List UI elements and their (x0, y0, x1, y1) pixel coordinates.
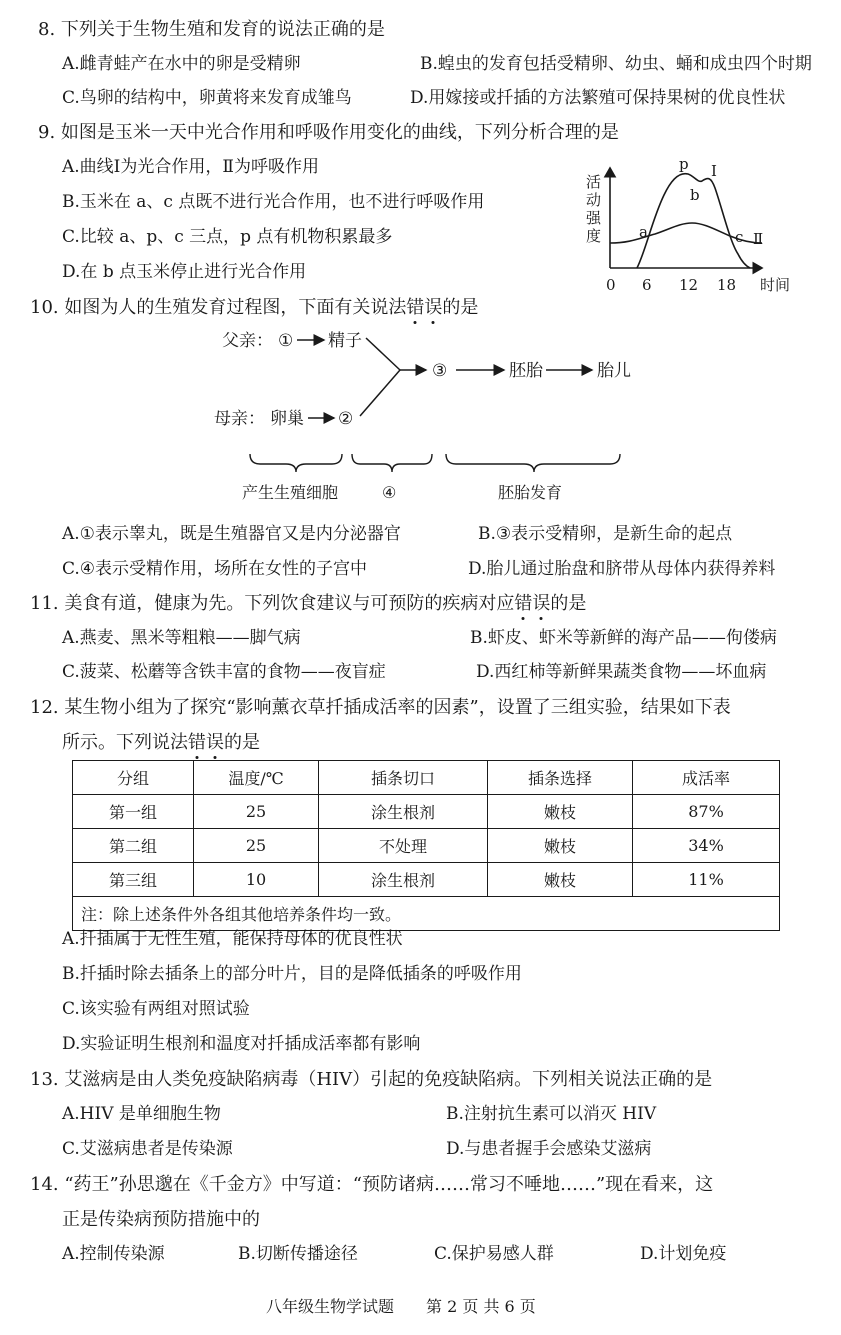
table-cell: 第二组 (73, 829, 194, 863)
table-cell: 25 (194, 795, 319, 829)
emphasis-mark: 错 (406, 297, 425, 318)
chart-tick-18: 18 (717, 276, 737, 294)
q12-option-a: A.扦插属于无性生殖，能保持母体的优良性状 (62, 929, 403, 949)
table-header: 分组 (73, 761, 194, 795)
table-row (73, 829, 780, 863)
q12-experiment-table (72, 760, 780, 931)
table-cell: 25 (194, 829, 319, 863)
diagram-brace-3-label: 胚胎发育 (498, 483, 563, 502)
q10-option-d: D.胎儿通过胎盘和脐带从母体内获得养料 (468, 559, 776, 579)
table-cell: 34% (633, 829, 780, 863)
chart-tick-12: 12 (679, 276, 699, 294)
q8-stem: 8. 下列关于生物生殖和发育的说法正确的是 (38, 19, 385, 40)
q12-option-c: C.该实验有两组对照试验 (62, 999, 250, 1019)
emphasis-mark: 误 (532, 593, 551, 614)
diagram-label-2: ② (338, 409, 354, 429)
diagram-brace-1-label: 产生生殖细胞 (242, 483, 339, 502)
diagram-brace-2 (352, 454, 432, 472)
table-header-row (73, 761, 780, 795)
table-cell: 嫩枝 (488, 795, 633, 829)
q10-reproduction-diagram (200, 322, 640, 512)
table-cell: 第三组 (73, 863, 194, 897)
chart-point-a: a (639, 223, 648, 241)
q10-option-b: B.③表示受精卵，是新生命的起点 (478, 524, 733, 544)
table-header: 成活率 (633, 761, 780, 795)
diagram-label-3: ③ (432, 361, 448, 381)
q11-option-d: D.西红柿等新鲜果蔬类食物——坏血病 (476, 662, 767, 682)
q9-option-c: C.比较 a、p、c 三点，p 点有机物积累最多 (62, 227, 393, 247)
q14-option-b: B.切断传播途径 (238, 1244, 358, 1264)
q9-option-d: D.在 b 点玉米停止进行光合作用 (62, 262, 307, 282)
q8-option-a: A.雌青蛙产在水中的卵是受精卵 (62, 54, 301, 74)
q13-stem: 13. 艾滋病是由人类免疫缺陷病毒（HIV）引起的免疫缺陷病。下列相关说法正确的是 (30, 1069, 713, 1090)
table-cell: 嫩枝 (488, 829, 633, 863)
emphasis-mark: 错 (514, 593, 533, 614)
table-cell: 涂生根剂 (319, 863, 488, 897)
table-cell: 涂生根剂 (319, 795, 488, 829)
q12-stem-line1: 12. 某生物小组为了探究“影响薰衣草扦插成活率的因素”，设置了三组实验，结果如下表 (30, 697, 731, 718)
q9-option-a: A.曲线Ⅰ为光合作用，Ⅱ为呼吸作用 (62, 157, 319, 177)
emphasis-mark: 错 (188, 732, 206, 753)
diagram-label-1: ① (278, 331, 294, 351)
q13-option-b: B.注射抗生素可以消灭 HIV (446, 1104, 657, 1124)
diagram-brace-3 (446, 454, 620, 472)
diagram-mother: 母亲： (214, 409, 265, 429)
q14-option-c: C.保护易感人群 (434, 1244, 554, 1264)
diagram-sperm: 精子 (328, 331, 362, 351)
table-row (73, 863, 780, 897)
q11-stem: 11. 美食有道，健康为先。下列饮食建议与可预防的疾病对应错误的是 (30, 593, 587, 614)
chart-ylabel-2: 动 (586, 191, 602, 209)
table-header: 插条切口 (319, 761, 488, 795)
q11-option-a: A.燕麦、黑米等粗粮——脚气病 (62, 628, 301, 648)
chart-ylabel-3: 强 (586, 209, 602, 227)
q12-stem-line2: 所示。下列说法错误的是 (62, 732, 260, 753)
chart-tick-6: 6 (642, 276, 652, 294)
chart-tick-0: 0 (606, 276, 616, 294)
q14-option-a: A.控制传染源 (62, 1244, 165, 1264)
diagram-ovary: 卵巢 (270, 409, 304, 429)
q10-stem: 10. 如图为人的生殖发育过程图，下面有关说法错误的是 (30, 297, 479, 318)
table-header: 插条选择 (488, 761, 633, 795)
q8-option-d: D.用嫁接或扦插的方法繁殖可保持果树的优良性状 (410, 88, 786, 108)
chart-ylabel-1: 活 (586, 173, 602, 191)
table-header: 温度/℃ (194, 761, 319, 795)
emphasis-mark: 误 (206, 732, 224, 753)
q13-option-a: A.HIV 是单细胞生物 (62, 1104, 221, 1124)
q9-option-b: B.玉米在 a、c 点既不进行光合作用，也不进行呼吸作用 (62, 192, 485, 212)
q14-stem-line1: 14. “药王”孙思邈在《千金方》中写道：“预防诸病……常习不唾地……”现在看来，这 (30, 1174, 714, 1195)
chart-point-p: p (679, 155, 689, 173)
q13-option-d: D.与患者握手会感染艾滋病 (446, 1139, 652, 1159)
q9-stem: 9. 如图是玉米一天中光合作用和呼吸作用变化的曲线，下列分析合理的是 (38, 122, 619, 143)
table-cell: 第一组 (73, 795, 194, 829)
q8-option-c: C.鸟卵的结构中，卵黄将来发育成雏鸟 (62, 88, 352, 108)
q9-activity-chart (580, 150, 810, 300)
diagram-brace-2-label: ④ (382, 483, 397, 502)
table-cell: 11% (633, 863, 780, 897)
chart-xlabel: 时间 (760, 276, 791, 294)
table-note-row (73, 897, 780, 931)
chart-curve-1-label: Ⅰ (711, 162, 717, 180)
q13-option-c: C.艾滋病患者是传染源 (62, 1139, 233, 1159)
chart-curve-2-label: Ⅱ (753, 230, 764, 248)
diagram-father: 父亲： (222, 331, 273, 351)
q10-option-a: A.①表示睾丸，既是生殖器官又是内分泌器官 (62, 524, 401, 544)
table-cell: 不处理 (319, 829, 488, 863)
table-note: 注：除上述条件外各组其他培养条件均一致。 (73, 897, 780, 931)
chart-ylabel-4: 度 (586, 227, 602, 245)
q8-option-b: B.蝗虫的发育包括受精卵、幼虫、蛹和成虫四个时期 (420, 54, 812, 74)
q12-option-b: B.扦插时除去插条上的部分叶片，目的是降低插条的呼吸作用 (62, 964, 522, 984)
diagram-fetus: 胎儿 (597, 361, 631, 381)
q14-option-d: D.计划免疫 (640, 1244, 727, 1264)
chart-point-b: b (690, 186, 700, 204)
q14-stem-line2: 正是传染病预防措施中的 (62, 1209, 260, 1230)
emphasis-mark: 误 (424, 297, 443, 318)
q12-option-d: D.实验证明生根剂和温度对扦插成活率都有影响 (62, 1034, 421, 1054)
diagram-brace-1 (250, 454, 342, 472)
table-row (73, 795, 780, 829)
table-cell: 嫩枝 (488, 863, 633, 897)
diagram-embryo: 胚胎 (509, 361, 543, 381)
table-cell: 10 (194, 863, 319, 897)
page-footer: 八年级生物学试题 第 2 页 共 6 页 (266, 1297, 536, 1316)
chart-point-c: c (735, 228, 744, 246)
table-cell: 87% (633, 795, 780, 829)
q10-option-c: C.④表示受精作用，场所在女性的子宫中 (62, 559, 368, 579)
q11-option-c: C.菠菜、松蘑等含铁丰富的食物——夜盲症 (62, 662, 386, 682)
q11-option-b: B.虾皮、虾米等新鲜的海产品——佝偻病 (470, 628, 777, 648)
